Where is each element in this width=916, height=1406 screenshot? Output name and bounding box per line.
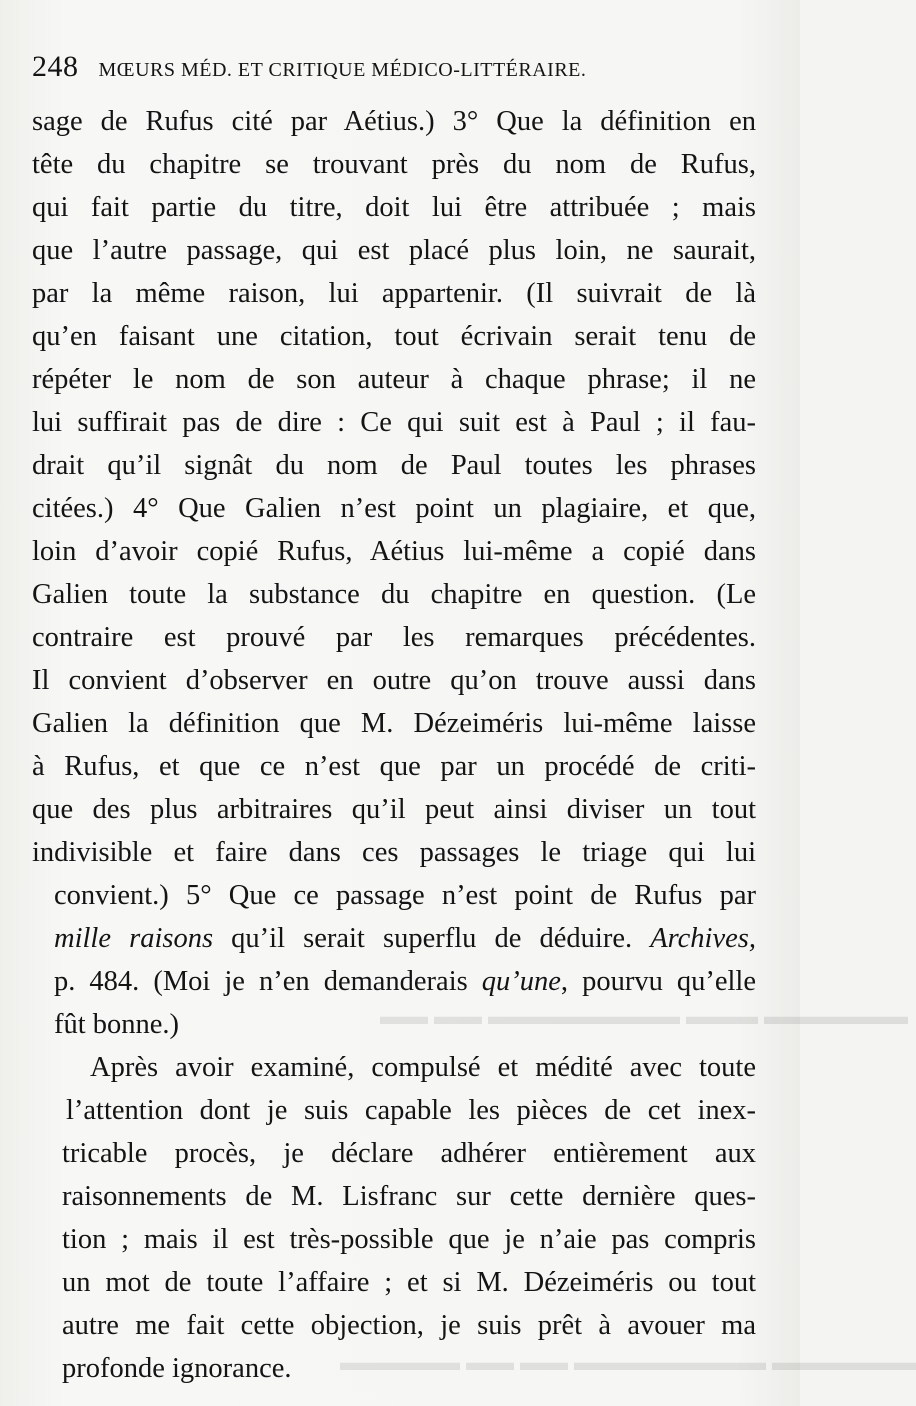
italic-text: qu’une [481, 966, 561, 997]
text-line: loin d’avoir copié Rufus, Aétius lui-même a copié dans [32, 536, 756, 567]
text-line: l’attention dont je suis capable les pièces de cet inex- [66, 1095, 756, 1126]
text-line [32, 960, 756, 1003]
text-line: répéter le nom de son auteur à chaque phrase; il ne [32, 364, 756, 395]
text-line: que des plus arbitraires qu’il peut ainsi diviser un tout [32, 794, 756, 825]
italic-text: mille raisons [54, 923, 214, 954]
page-number: 248 [32, 50, 79, 83]
italic-text: Archives, [650, 923, 756, 954]
text-line: tion ; mais il est très-possible que je n’aie pas compris [62, 1224, 756, 1255]
text-line: raisonnements de M. Lisfranc sur cette dernière ques- [62, 1181, 756, 1212]
text-line: profonde ignorance. [62, 1353, 292, 1384]
show-through-text: ▬▬▬▬▬▬ ▬▬▬ ▬▬▬▬▬▬▬▬ ▬▬ ▬▬ [380, 1004, 908, 1030]
running-head [32, 50, 732, 84]
text-line: Galien toute la substance du chapitre en question. (Le [32, 579, 756, 610]
text-line: contraire est prouvé par les remarques précédentes. [32, 622, 756, 653]
text-line: que l’autre passage, qui est placé plus loin, ne saurait, [32, 235, 756, 266]
text-line: citées.) 4° Que Galien n’est point un plagiaire, et que, [32, 493, 756, 524]
running-title: MŒURS MÉD. ET CRITIQUE MÉDICO-LITTÉRAIRE. [98, 59, 587, 81]
text-run: qu’il serait superflu de déduire. [213, 923, 651, 954]
text-run: , pourvu qu’elle [560, 966, 756, 997]
text-run: p. 484. (Moi je n’en demanderais [54, 966, 482, 997]
text-line: fût bonne.) [54, 1009, 180, 1040]
paragraph-first-line: Après avoir examiné, compulsé et médité avec toute [90, 1052, 756, 1083]
text-line: indivisible et faire dans ces passages le triage qui lui [32, 837, 756, 868]
body-text [32, 100, 756, 1390]
text-line: un mot de toute l’affaire ; et si M. Dézeiméris ou tout [62, 1267, 756, 1298]
text-line: Galien la définition que M. Dézeiméris lui-même laisse [32, 708, 756, 739]
text-line: tête du chapitre se trouvant près du nom de Rufus, [32, 149, 756, 180]
text-line: autre me fait cette objection, je suis prêt à avouer ma [62, 1310, 756, 1341]
text-line: par la même raison, lui appartenir. (Il suivrait de là [32, 278, 756, 309]
text-line: sage de Rufus cité par Aétius.) 3° Que la définition en [32, 106, 756, 137]
text-line: qu’en faisant une citation, tout écrivain serait tenu de [32, 321, 756, 352]
text-line: lui suffirait pas de dire : Ce qui suit est à Paul ; il fau- [32, 407, 756, 438]
text-line [32, 917, 756, 960]
text-line: qui fait partie du titre, doit lui être attribuée ; mais [32, 192, 756, 223]
text-line: convient.) 5° Que ce passage n’est point de Rufus par [54, 880, 756, 911]
text-line: à Rufus, et que ce n’est que par un procédé de criti- [32, 751, 756, 782]
text-line: Il convient d’observer en outre qu’on trouve aussi dans [32, 665, 756, 696]
show-through-text: ▬▬▬▬▬▬ ▬▬▬▬▬▬▬▬ ▬▬ ▬▬ ▬▬▬▬▬ [340, 1350, 916, 1376]
text-line: drait qu’il signât du nom de Paul toutes les phrases [32, 450, 756, 481]
text-line: tricable procès, je déclare adhérer entièrement aux [62, 1138, 756, 1169]
